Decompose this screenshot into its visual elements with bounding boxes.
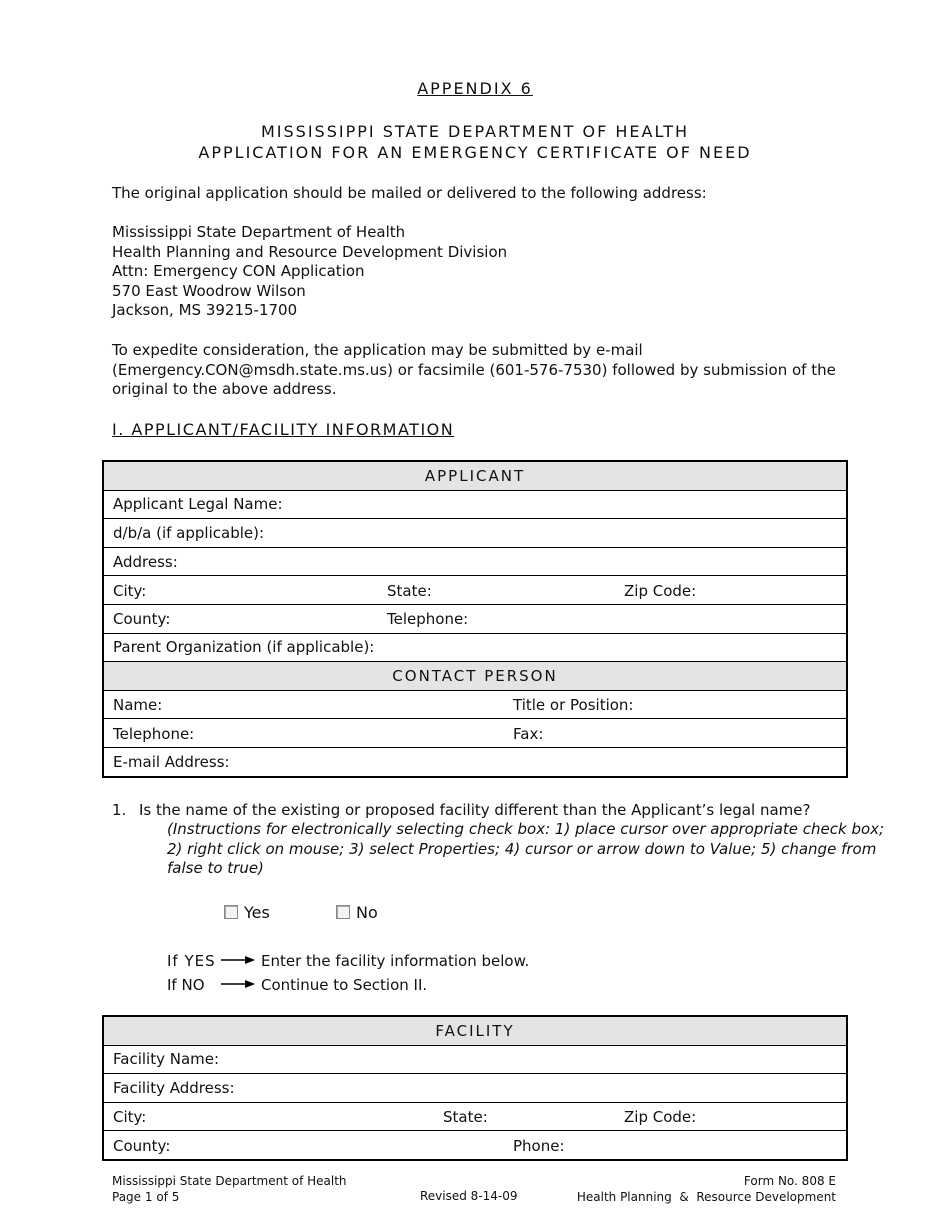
form-title: APPLICATION FOR AN EMERGENCY CERTIFICATE OF NEED bbox=[198, 143, 752, 162]
expedite-paragraph bbox=[112, 341, 836, 400]
parent-org-field[interactable] bbox=[103, 633, 847, 662]
field-label: Fax: bbox=[513, 724, 544, 743]
yes-label: Yes bbox=[244, 903, 270, 922]
instruction-line: 2) right click on mouse; 3) select Properties; 4) cursor or arrow down to Value; 5) change from bbox=[167, 839, 877, 858]
city-state-zip-row[interactable] bbox=[103, 576, 847, 605]
applicant-table bbox=[102, 460, 848, 778]
field-label: Zip Code: bbox=[624, 1108, 697, 1127]
field-label: Zip Code: bbox=[624, 581, 697, 600]
department-title: MISSISSIPPI STATE DEPARTMENT OF HEALTH bbox=[261, 122, 689, 141]
field-label: County: bbox=[113, 610, 171, 629]
if-no-action: Continue to Section II. bbox=[261, 976, 428, 994]
if-no-line bbox=[167, 976, 427, 994]
field-label: Facility Name: bbox=[113, 1050, 220, 1069]
footer-department: Mississippi State Department of Health bbox=[112, 1174, 347, 1188]
field-label: Title or Position: bbox=[513, 696, 634, 715]
mailing-address bbox=[112, 223, 507, 321]
field-label: Telephone: bbox=[387, 610, 469, 629]
email-field[interactable] bbox=[103, 747, 847, 776]
no-option[interactable] bbox=[336, 903, 378, 922]
facility-header: FACILITY bbox=[103, 1016, 847, 1045]
legal-name-field[interactable] bbox=[103, 490, 847, 519]
dba-field[interactable] bbox=[103, 519, 847, 548]
footer-revised: Revised 8-14-09 bbox=[420, 1189, 518, 1203]
contact-phone-row[interactable] bbox=[103, 719, 847, 748]
arrow-right-icon bbox=[221, 955, 255, 965]
facility-city-state-zip-row[interactable] bbox=[103, 1102, 847, 1131]
footer-left bbox=[112, 1174, 347, 1205]
if-yes-line bbox=[167, 952, 529, 970]
field-label: Parent Organization (if applicable): bbox=[113, 638, 375, 657]
field-label: d/b/a (if applicable): bbox=[113, 523, 265, 542]
yes-option[interactable] bbox=[224, 903, 270, 922]
expedite-line: original to the above address. bbox=[112, 380, 337, 398]
footer-right bbox=[577, 1174, 836, 1205]
contact-name-row[interactable] bbox=[103, 690, 847, 719]
no-label: No bbox=[356, 903, 378, 922]
field-label: State: bbox=[387, 581, 432, 600]
address-line: Jackson, MS 39215-1700 bbox=[112, 301, 298, 319]
address-line: Mississippi State Department of Health bbox=[112, 223, 406, 241]
field-label: Phone: bbox=[513, 1136, 565, 1155]
address-line: Health Planning and Resource Development Division bbox=[112, 242, 508, 261]
field-label: City: bbox=[113, 1108, 147, 1127]
address-line: 570 East Woodrow Wilson bbox=[112, 281, 306, 300]
expedite-line: To expedite consideration, the application may be submitted by e-mail bbox=[112, 341, 643, 359]
question-text: Is the name of the existing or proposed facility different than the Applicant’s legal name? bbox=[139, 801, 811, 819]
applicant-header: APPLICANT bbox=[103, 461, 847, 490]
field-label: County: bbox=[113, 1136, 171, 1155]
form-number: Form No. 808 E bbox=[743, 1174, 836, 1188]
instruction-line: (Instructions for electronically selecting check box: 1) place cursor over appropriate check box; bbox=[167, 820, 885, 838]
field-label: Telephone: bbox=[113, 724, 195, 743]
county-telephone-row[interactable] bbox=[103, 604, 847, 633]
instruction-line: false to true) bbox=[167, 859, 264, 877]
page-number: Page 1 of 5 bbox=[112, 1189, 180, 1204]
expedite-line: (Emergency.CON@msdh.state.ms.us) or facsimile (601-576-7530) followed by submission of the bbox=[112, 360, 836, 379]
if-yes-action: Enter the facility information below. bbox=[261, 952, 530, 970]
checkbox-instructions bbox=[167, 820, 884, 879]
contact-header: CONTACT PERSON bbox=[103, 662, 847, 691]
section-title: I. APPLICANT/FACILITY INFORMATION bbox=[112, 420, 455, 439]
intro-text: The original application should be mailed or delivered to the following address: bbox=[112, 184, 707, 202]
field-label: Address: bbox=[113, 552, 178, 571]
field-label: Name: bbox=[113, 696, 163, 715]
yes-checkbox[interactable] bbox=[224, 905, 238, 919]
facility-name-field[interactable] bbox=[103, 1045, 847, 1074]
no-checkbox[interactable] bbox=[336, 905, 350, 919]
facility-county-phone-row[interactable] bbox=[103, 1131, 847, 1160]
address-line: Attn: Emergency CON Application bbox=[112, 262, 365, 280]
if-no-label: If NO bbox=[167, 976, 205, 994]
arrow-right-icon bbox=[221, 979, 255, 989]
address-field[interactable] bbox=[103, 547, 847, 576]
footer-division: Health Planning & Resource Development bbox=[576, 1189, 836, 1204]
facility-address-field[interactable] bbox=[103, 1074, 847, 1103]
field-label: E-mail Address: bbox=[113, 752, 230, 771]
facility-table bbox=[102, 1015, 848, 1161]
if-yes-label: If YES bbox=[167, 952, 216, 970]
appendix-label: APPENDIX 6 bbox=[417, 79, 533, 98]
field-label: State: bbox=[443, 1108, 488, 1127]
field-label: City: bbox=[113, 581, 147, 600]
field-label: Applicant Legal Name: bbox=[113, 495, 283, 514]
question-number: 1. bbox=[112, 801, 127, 819]
field-label: Facility Address: bbox=[113, 1078, 235, 1097]
